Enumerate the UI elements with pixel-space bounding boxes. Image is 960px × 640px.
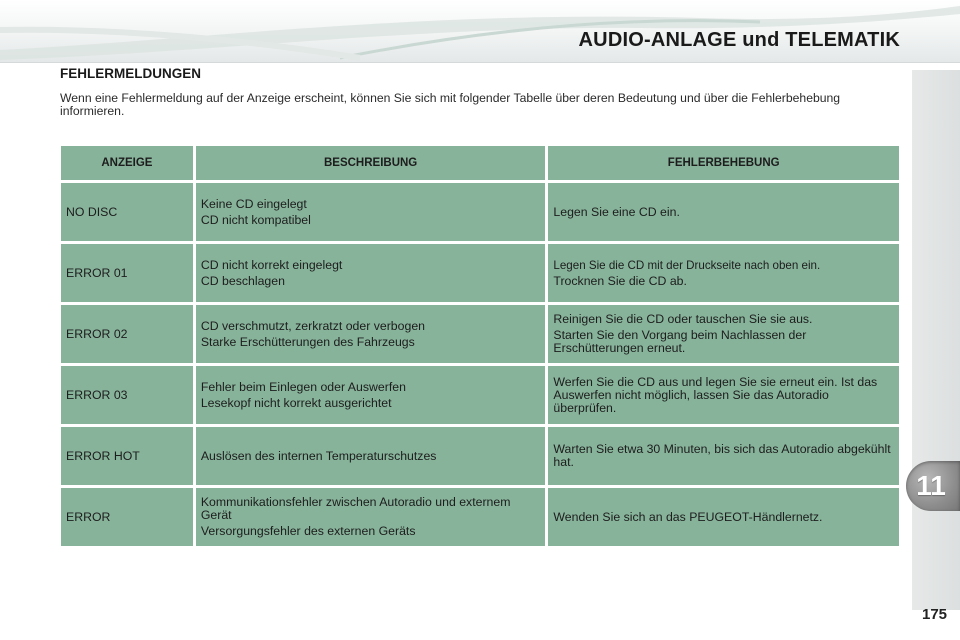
- page-header-title: AUDIO-ANLAGE und TELEMATIK: [578, 29, 900, 51]
- table-row: [61, 183, 899, 241]
- remedy-line: Reinigen Sie die CD oder tauschen Sie sie aus.: [553, 312, 813, 326]
- table-row: [61, 305, 899, 363]
- column-header-remedy: FEHLERBEHEBUNG: [548, 146, 899, 180]
- intro-paragraph: Wenn eine Fehlermeldung auf der Anzeige erscheint, können Sie sich mit folgender Tabelle über deren Bedeutung und über die Fehlerbehebung informieren.: [60, 91, 841, 118]
- description-cell: [196, 244, 546, 302]
- description-cell: [196, 183, 546, 241]
- display-cell: ERROR 03: [61, 366, 193, 424]
- description-cell: [196, 488, 546, 546]
- description-cell: [196, 305, 546, 363]
- description-cell: [196, 427, 546, 485]
- display-cell: ERROR 02: [61, 305, 193, 363]
- description-line: CD beschlagen: [200, 273, 285, 288]
- description-line: Keine CD eingelegt: [200, 196, 307, 211]
- table-row: [61, 488, 899, 546]
- description-line: Starke Erschütterungen des Fahrzeugs: [200, 334, 415, 349]
- page-number: 175: [922, 606, 948, 623]
- error-message-table: [58, 143, 902, 549]
- description-line: Kommunikationsfehler zwischen Autoradio und externem Gerät: [200, 495, 511, 522]
- column-header-display: ANZEIGE: [61, 146, 193, 180]
- description-line: Auslösen des internen Temperaturschutzes: [200, 448, 437, 463]
- description-cell: [196, 366, 546, 424]
- display-cell: NO DISC: [61, 183, 193, 241]
- remedy-cell: [548, 305, 899, 363]
- page-header: [0, 0, 960, 63]
- remedy-line: Legen Sie eine CD ein.: [553, 204, 680, 219]
- remedy-cell: [548, 183, 899, 241]
- table-row: [61, 427, 899, 485]
- section-title: FEHLERMELDUNGEN: [60, 66, 201, 81]
- remedy-line: Trocknen Sie die CD ab.: [553, 273, 687, 288]
- remedy-cell: [548, 488, 899, 546]
- display-cell: ERROR: [61, 488, 193, 546]
- remedy-cell: [548, 244, 899, 302]
- display-cell: ERROR 01: [61, 244, 193, 302]
- description-line: Fehler beim Einlegen oder Auswerfen: [200, 379, 406, 394]
- description-line: CD nicht korrekt eingelegt: [200, 257, 343, 272]
- remedy-cell: [548, 427, 899, 485]
- page-side-strip: [912, 70, 960, 610]
- remedy-line: Warten Sie etwa 30 Minuten, bis sich das Autoradio abgekühlt hat.: [553, 442, 891, 469]
- remedy-cell: [548, 366, 899, 424]
- description-line: Versorgungsfehler des externen Geräts: [200, 524, 416, 538]
- remedy-line: Wenden Sie sich an das PEUGEOT-Händlernetz.: [553, 509, 823, 524]
- table-row: [61, 244, 899, 302]
- chapter-number: 11: [916, 470, 946, 501]
- table-row: [61, 366, 899, 424]
- description-line: CD verschmutzt, zerkratzt oder verbogen: [200, 318, 426, 333]
- remedy-line: Werfen Sie die CD aus und legen Sie sie erneut ein. Ist das Auswerfen nicht möglich, lassen Sie das Autoradio überprüfen.: [553, 374, 878, 415]
- description-line: CD nicht kompatibel: [200, 212, 311, 227]
- column-header-description: BESCHREIBUNG: [196, 146, 546, 180]
- remedy-line: Starten Sie den Vorgang beim Nachlassen der Erschütterungen erneut.: [553, 328, 807, 355]
- table-header-row: [61, 146, 899, 180]
- description-line: Lesekopf nicht korrekt ausgerichtet: [200, 395, 392, 410]
- remedy-line: Legen Sie die CD mit der Druckseite nach oben ein.: [553, 258, 821, 272]
- chapter-tab: [906, 461, 960, 511]
- display-cell: ERROR HOT: [61, 427, 193, 485]
